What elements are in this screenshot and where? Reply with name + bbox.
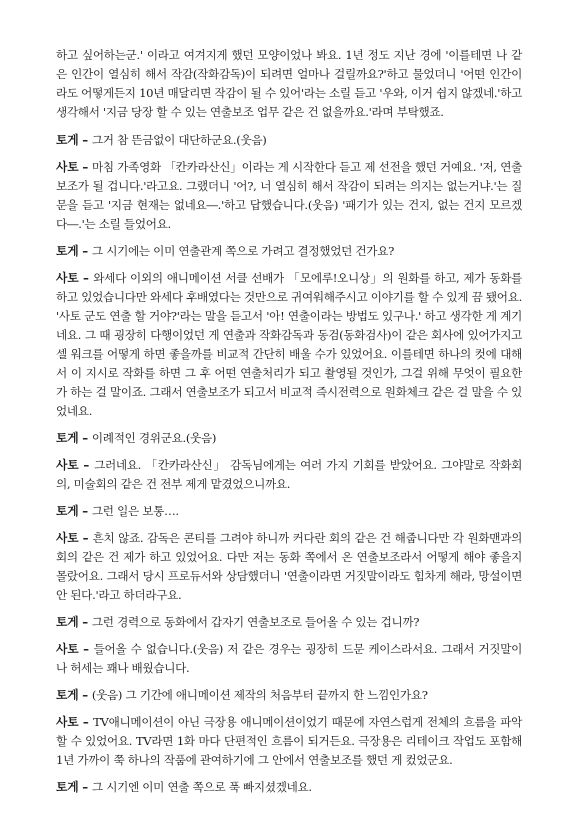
paragraph-continued xyxy=(56,46,522,122)
dialogue-toge xyxy=(56,131,522,150)
dialogue-sato xyxy=(56,456,522,494)
dialogue-text: TV애니메이션이 아닌 극장용 애니메이션이었기 때문에 자연스럽게 전체의 흐름을 파악할 수 있었어요. TV라면 1화 마다 단편적인 흐름이 되거든요. 극장용은 리테이크 작업도 포함해 1년 가까이 쭉 하나의 작품에 관여하기에 그 안에서 연출보조를 했던 게 컸었군요. xyxy=(56,715,522,767)
speaker-label: 사토 – xyxy=(56,271,94,285)
dialogue-toge xyxy=(56,686,522,705)
speaker-label: 사토 – xyxy=(56,531,93,545)
speaker-label: 토게 – xyxy=(56,504,92,518)
dialogue-toge xyxy=(56,613,522,632)
interview-page xyxy=(56,46,522,805)
paragraph-text: 하고 싶어하는군.' 이라고 여겨지게 했던 모양이었나 봐요. 1년 정도 지난 경에 '이를테면 나 같은 인간이 열심히 해서 작감(작화감독)이 되려면 얼마나 걸릴까요?'하고 물었더니 '어떤 인간이라도 어떻게든지 10년 매달리면 작감이 될 수 있어'라는 소릴 듣고 '우와, 이거 쉽지 않겠네.'하고 생각해서 '지금 당장 할 수 있는 연출보조 업무 같은 건 없을까요.'라며 부탁했죠. xyxy=(56,48,522,119)
speaker-label: 사토 – xyxy=(56,458,95,472)
dialogue-text: 그 시기엔 이미 연출 쪽으로 푹 빠지셨겠네요. xyxy=(91,780,312,794)
dialogue-text: 와세다 이외의 애니메이션 서클 선배가 「모에루!오니상」의 원화를 하고, 제가 동화를 하고 있었습니다만 와세다 후배였다는 것만으로 귀여워해주시고 이야기를 할 수 있게 끔 됐어요. '사토 군도 연출 할 거야?'라는 말을 듣고서 '아! 연출이라는 방법도 있구나.' 하고 생각한 게 계기네요. 그 때 굉장히 다행이었던 게 연출과 작화감독과 동검(동화검사)이 같은 회사에 있어가지고 셀 워크를 어떻게 하면 좋을까를 비교적 간단히 배울 수가 있었어요. 이를테면 하나의 컷에 대해서 이 지시로 작화를 하면 그 후 어떤 연출처리가 되고 촬영될 것인가, 그걸 위해 무엇이 필요한가 하는 걸 말이죠. 그래서 연출보조가 되고서 비교적 즉시전력으로 원화체크 같은 걸 말을 수 있었네요. xyxy=(56,271,522,418)
speaker-label: 토게 – xyxy=(56,780,92,794)
speaker-label: 토게 – xyxy=(56,244,92,258)
dialogue-text: 그런 일은 보통…. xyxy=(91,504,179,518)
dialogue-text: 그 시기에는 이미 연출관계 쪽으로 가려고 결정했었던 건가요? xyxy=(91,244,395,258)
dialogue-text: 그러네요. 「칸카라산신」 감독님에게는 여러 가지 기회를 받았어요. 그야말로 작화회의, 미술회의 같은 건 전부 제게 맡겼었으니까요. xyxy=(56,458,522,491)
dialogue-text: 흔치 않죠. 감독은 콘티를 그려야 하니까 커다란 회의 같은 건 해줍니다만 각 원화맨과의 회의 같은 건 제가 하고 있었어요. 다만 저는 동화 쪽에서 온 연출보조라서 어떻게 해야 좋을지 몰랐어요. 그래서 당시 프로듀서와 상담했더니 '연출이라면 거짓말이라도 힘차게 해라, 망설이면 안 된다.'라고 하더라구요. xyxy=(56,531,522,602)
dialogue-text: 그런 경력으로 동화에서 갑자기 연출보조로 들어올 수 있는 겁니까? xyxy=(91,615,420,629)
dialogue-sato xyxy=(56,269,522,421)
dialogue-toge xyxy=(56,502,522,521)
dialogue-text: 이례적인 경위군요.(웃음) xyxy=(91,431,217,445)
dialogue-text: 마침 가족영화 「칸카라산신」이라는 게 시작한다 듣고 제 선전을 했던 거예요. '저, 연출보조가 될 겁니다.'라고요. 그랬더니 '어?, 너 열심히 해서 작감이 되려는 의지는 없는거냐.'는 질문을 듣고 '지금 현재는 없네요―.'하고 답했습니다.(웃음) '패기가 있는 건지, 없는 건지 모르겠다―.'는 소릴 들었어요. xyxy=(56,160,522,231)
speaker-label: 토게 – xyxy=(56,615,92,629)
dialogue-text: 들어올 수 없습니다.(웃음) 저 같은 경우는 굉장히 드문 케이스라서요. 그래서 거짓말이나 허세는 꽤나 배웠습니다. xyxy=(56,642,522,675)
speaker-label: 사토 – xyxy=(56,642,94,656)
speaker-label: 토게 – xyxy=(56,133,92,147)
dialogue-text: 그거 참 뜬금없이 대단하군요.(웃음) xyxy=(91,133,267,147)
speaker-label: 토게 – xyxy=(56,431,92,445)
dialogue-toge xyxy=(56,242,522,261)
speaker-label: 사토 – xyxy=(56,715,94,729)
dialogue-text: (웃음) 그 기간에 애니메이션 제작의 처음부터 끝까지 한 느낌인가요? xyxy=(91,688,428,702)
dialogue-toge xyxy=(56,778,522,797)
speaker-label: 사토 – xyxy=(56,160,93,174)
dialogue-sato xyxy=(56,158,522,234)
speaker-label: 토게 – xyxy=(56,688,92,702)
dialogue-toge xyxy=(56,429,522,448)
dialogue-sato xyxy=(56,713,522,770)
dialogue-sato xyxy=(56,529,522,605)
dialogue-sato xyxy=(56,640,522,678)
